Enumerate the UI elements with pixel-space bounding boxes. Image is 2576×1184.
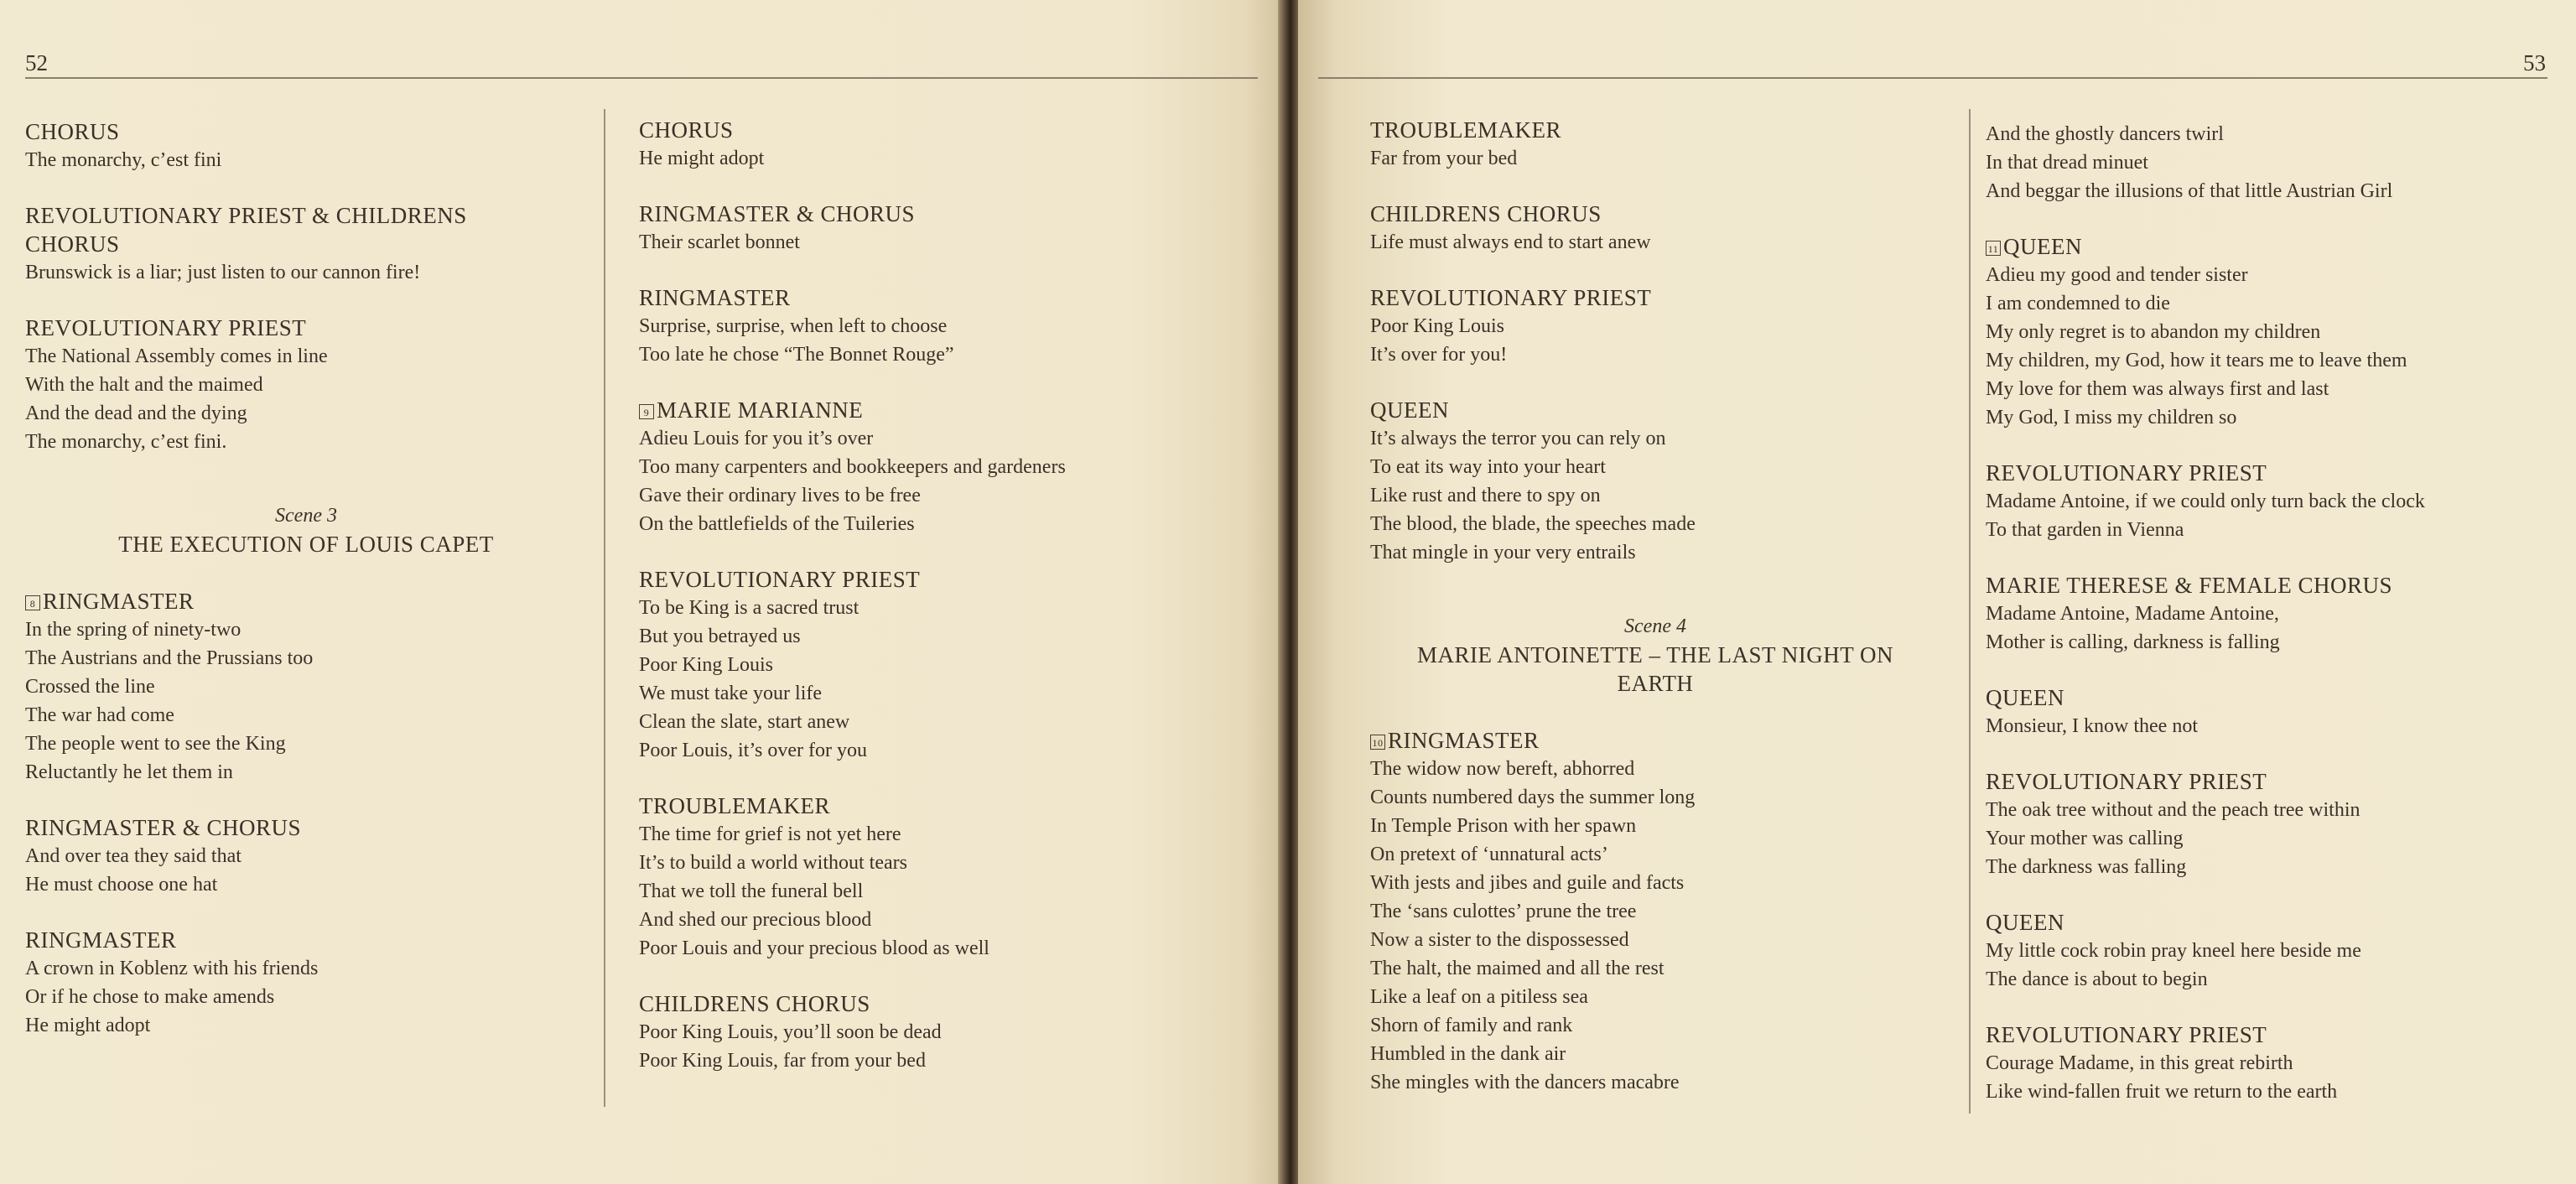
- speaker-name: REVOLUTIONARY PRIEST: [1986, 460, 2267, 486]
- lyric-block: [1986, 908, 2564, 994]
- speaker-heading: [1986, 1020, 2564, 1049]
- speaker-name: RINGMASTER & CHORUS: [639, 201, 916, 226]
- speaker-name: RINGMASTER: [639, 285, 791, 310]
- track-marker: 10: [1370, 735, 1385, 750]
- lyric-line: But you betrayed us: [639, 626, 801, 647]
- speaker-heading: [1986, 232, 2564, 261]
- speaker-name: TROUBLEMAKER: [1370, 117, 1561, 143]
- header-rule: [1318, 77, 2547, 79]
- lyric-block: [1986, 459, 2564, 544]
- scene-number: Scene 3: [275, 505, 337, 527]
- lyric-line: My only regret is to abandon my children: [1986, 321, 2321, 343]
- lyric-line: The monarchy, c’est fini.: [25, 431, 227, 453]
- lyric-line: He might adopt: [639, 148, 765, 169]
- lyric-line: I am condemned to die: [1986, 293, 2170, 314]
- speaker-name: REVOLUTIONARY PRIEST: [25, 315, 307, 340]
- lyric-line: To that garden in Vienna: [1986, 519, 2184, 541]
- speaker-name: MARIE MARIANNE: [657, 397, 864, 423]
- lyric-line: The National Assembly comes in line: [25, 345, 328, 367]
- speaker-heading: [25, 117, 587, 146]
- lyric-line: Adieu my good and tender sister: [1986, 264, 2248, 286]
- lyric-block: [1370, 116, 1940, 173]
- lyric-line: The blood, the blade, the speeches made: [1370, 513, 1696, 535]
- speaker-heading: [1986, 459, 2564, 487]
- speaker-heading: [639, 283, 1226, 312]
- speaker-heading: [25, 813, 587, 842]
- lyric-line: Or if he chose to make amends: [25, 986, 275, 1008]
- speaker-heading: [639, 116, 1226, 144]
- lyric-block: [1986, 120, 2564, 205]
- lyric-block: [1986, 1020, 2564, 1106]
- lyric-line: And the dead and the dying: [25, 402, 247, 424]
- lyric-block: [1986, 232, 2564, 432]
- speaker-heading: [1370, 200, 1940, 228]
- speaker-name: RINGMASTER: [1388, 728, 1540, 753]
- lyric-block: [1986, 767, 2564, 881]
- lyric-line: Your mother was calling: [1986, 828, 2184, 849]
- lyric-line: The people went to see the King: [25, 733, 286, 755]
- lyric-block: [1986, 571, 2564, 657]
- lyric-line: Reluctantly he let them in: [25, 761, 233, 783]
- speaker-heading: [25, 926, 587, 954]
- lyric-block: [25, 926, 587, 1040]
- lyric-line: Poor Louis, it’s over for you: [639, 740, 867, 761]
- lyric-line: The dance is about to begin: [1986, 968, 2208, 990]
- lyric-block: [639, 116, 1226, 173]
- speaker-heading: [1370, 116, 1940, 144]
- lyric-line: With the halt and the maimed: [25, 374, 263, 396]
- lyric-line: Madame Antoine, if we could only turn back the clock: [1986, 491, 2425, 512]
- page-number: 53: [2523, 50, 2546, 75]
- lyric-line: My God, I miss my children so: [1986, 407, 2237, 428]
- lyric-line: Now a sister to the dispossessed: [1370, 929, 1629, 951]
- lyric-line: The darkness was falling: [1986, 856, 2187, 878]
- lyric-line: The monarchy, c’est fini: [25, 149, 222, 171]
- track-marker: 9: [639, 404, 654, 419]
- lyric-block: [1370, 726, 1940, 1097]
- lyrics-column-2: [639, 116, 1226, 1102]
- track-marker: 11: [1986, 241, 2001, 256]
- speaker-heading: [25, 314, 587, 342]
- page-number: 52: [25, 50, 48, 75]
- lyric-line: On pretext of ‘unnatural acts’: [1370, 844, 1608, 865]
- lyrics-column-1: [25, 117, 587, 1067]
- speaker-name: RINGMASTER: [43, 589, 195, 614]
- speaker-name: TROUBLEMAKER: [639, 793, 830, 818]
- lyric-line: That we toll the funeral bell: [639, 880, 864, 902]
- speaker-heading: [639, 200, 1226, 228]
- lyric-block: [639, 396, 1226, 538]
- lyric-line: It’s over for you!: [1370, 344, 1508, 366]
- speaker-name: CHORUS: [25, 119, 120, 144]
- lyric-line: Poor King Louis, far from your bed: [639, 1050, 926, 1072]
- lyric-line: To be King is a sacred trust: [639, 597, 860, 619]
- lyric-block: [639, 200, 1226, 257]
- speaker-name: QUEEN: [1370, 397, 1449, 423]
- lyric-line: He must choose one hat: [25, 874, 218, 896]
- lyric-line: With jests and jibes and guile and facts: [1370, 872, 1685, 894]
- speaker-name: QUEEN: [1986, 910, 2064, 935]
- speaker-heading: [639, 792, 1226, 820]
- lyric-line: The Austrians and the Prussians too: [25, 647, 314, 669]
- lyric-line: Far from your bed: [1370, 148, 1518, 169]
- speaker-name: REVOLUTIONARY PRIEST: [639, 567, 921, 592]
- speaker-heading: [1370, 396, 1940, 424]
- speaker-name: RINGMASTER: [25, 927, 177, 953]
- lyric-line: Poor King Louis, you’ll soon be dead: [639, 1021, 942, 1043]
- lyric-line: Gave their ordinary lives to be free: [639, 485, 921, 506]
- lyric-block: [639, 792, 1226, 963]
- speaker-name: QUEEN: [1986, 685, 2064, 710]
- lyric-line: And beggar the illusions of that little Austrian Girl: [1986, 180, 2393, 202]
- lyric-block: [1370, 396, 1940, 567]
- lyric-line: It’s to build a world without tears: [639, 852, 907, 874]
- lyric-line: And the ghostly dancers twirl: [1986, 123, 2224, 145]
- lyric-line: It’s always the terror you can rely on: [1370, 428, 1666, 449]
- lyric-line: In that dread minuet: [1986, 152, 2148, 174]
- lyric-block: [639, 283, 1226, 369]
- column-divider: [1969, 109, 1971, 1114]
- left-page: [0, 0, 1285, 1184]
- lyric-block: [639, 989, 1226, 1075]
- lyric-line: Their scarlet bonnet: [639, 231, 800, 253]
- speaker-heading: [639, 396, 1226, 424]
- speaker-name: CHORUS: [639, 117, 734, 143]
- lyric-line: My children, my God, how it tears me to leave them: [1986, 350, 2407, 371]
- lyric-line: That mingle in your very entrails: [1370, 542, 1636, 563]
- speaker-heading: [1370, 283, 1940, 312]
- lyric-line: Life must always end to start anew: [1370, 231, 1651, 253]
- lyric-block: [25, 117, 587, 174]
- lyric-block: [1370, 200, 1940, 257]
- speaker-name: REVOLUTIONARY PRIEST: [1370, 285, 1652, 310]
- speaker-heading: [1986, 908, 2564, 937]
- speaker-heading: [1370, 726, 1940, 755]
- lyric-line: Counts numbered days the summer long: [1370, 787, 1696, 808]
- scene-title: THE EXECUTION OF LOUIS CAPET: [118, 532, 494, 557]
- lyric-line: On the battlefields of the Tuileries: [639, 513, 915, 535]
- lyric-line: The time for grief is not yet here: [639, 823, 901, 845]
- lyric-line: He might adopt: [25, 1015, 151, 1036]
- speaker-name: REVOLUTIONARY PRIEST: [1986, 1022, 2267, 1047]
- lyric-block: [1370, 283, 1940, 369]
- lyric-line: Poor King Louis: [639, 654, 774, 676]
- speaker-name: REVOLUTIONARY PRIEST & CHILDRENS: [25, 203, 467, 228]
- speaker-name: REVOLUTIONARY PRIEST: [1986, 769, 2267, 794]
- speaker-heading: [639, 989, 1226, 1018]
- lyric-block: [1986, 683, 2564, 740]
- speaker-heading: [639, 565, 1226, 594]
- lyric-line: She mingles with the dancers macabre: [1370, 1072, 1680, 1093]
- speaker-name: QUEEN: [2003, 234, 2082, 259]
- lyric-line: My love for them was always first and last: [1986, 378, 2329, 400]
- lyric-line: To eat its way into your heart: [1370, 456, 1606, 478]
- lyric-block: [25, 201, 587, 287]
- lyric-line: Adieu Louis for you it’s over: [639, 428, 874, 449]
- lyric-line: Madame Antoine, Madame Antoine,: [1986, 603, 2279, 625]
- speaker-heading: [25, 201, 587, 230]
- lyric-line: The oak tree without and the peach tree within: [1986, 799, 2360, 821]
- lyric-line: Too many carpenters and bookkeepers and gardeners: [639, 456, 1066, 478]
- lyric-line: And over tea they said that: [25, 845, 242, 867]
- speaker-heading: [1986, 767, 2564, 796]
- speaker-name: RINGMASTER & CHORUS: [25, 815, 302, 840]
- column-divider: [604, 109, 605, 1107]
- lyric-line: The halt, the maimed and all the rest: [1370, 958, 1665, 979]
- lyric-line: The war had come: [25, 704, 174, 726]
- speaker-name: MARIE THERESE & FEMALE CHORUS: [1986, 573, 2393, 598]
- lyric-line: The widow now bereft, abhorred: [1370, 758, 1635, 780]
- lyric-line: Monsieur, I know thee not: [1986, 715, 2198, 737]
- track-marker: 8: [25, 595, 40, 610]
- speaker-name: CHILDRENS CHORUS: [1370, 201, 1602, 226]
- lyric-line: We must take your life: [639, 683, 823, 704]
- lyric-block: [25, 587, 587, 787]
- lyric-block: [25, 314, 587, 456]
- lyrics-column-2: [1986, 120, 2564, 1133]
- scene-title: EARTH: [1617, 671, 1694, 696]
- speaker-heading: [25, 587, 587, 615]
- lyric-line: Shorn of family and rank: [1370, 1015, 1573, 1036]
- lyric-block: [639, 565, 1226, 765]
- lyric-line: The ‘sans culottes’ prune the tree: [1370, 901, 1637, 922]
- speaker-name: CHILDRENS CHORUS: [639, 991, 870, 1016]
- lyric-line: Courage Madame, in this great rebirth: [1986, 1052, 2293, 1074]
- lyric-line: And shed our precious blood: [639, 909, 872, 931]
- lyric-line: In Temple Prison with her spawn: [1370, 815, 1637, 837]
- lyric-line: A crown in Koblenz with his friends: [25, 958, 319, 979]
- lyric-line: Too late he chose “The Bonnet Rouge”: [639, 344, 954, 366]
- scene-heading: [25, 501, 587, 558]
- lyric-line: Like rust and there to spy on: [1370, 485, 1601, 506]
- lyric-line: Poor Louis and your precious blood as well: [639, 937, 989, 959]
- header-rule: [25, 77, 1258, 79]
- lyric-line: Surprise, surprise, when left to choose: [639, 315, 948, 337]
- speaker-heading: [1986, 683, 2564, 712]
- right-page: [1298, 0, 2576, 1184]
- lyric-block: [25, 813, 587, 899]
- lyric-line: Humbled in the dank air: [1370, 1043, 1566, 1065]
- lyric-line: My little cock robin pray kneel here beside me: [1986, 940, 2361, 962]
- lyric-line: Poor King Louis: [1370, 315, 1505, 337]
- speaker-heading: [1986, 571, 2564, 600]
- scene-heading: [1370, 612, 1940, 698]
- lyric-line: Like a leaf on a pitiless sea: [1370, 986, 1588, 1008]
- speaker-name: CHORUS: [25, 231, 120, 257]
- lyric-line: Clean the slate, start anew: [639, 711, 850, 733]
- lyric-line: Crossed the line: [25, 676, 155, 698]
- lyric-line: In the spring of ninety-two: [25, 619, 242, 641]
- lyric-line: Mother is calling, darkness is falling: [1986, 631, 2280, 653]
- lyric-line: Brunswick is a liar; just listen to our cannon fire!: [25, 262, 421, 283]
- lyric-line: Like wind-fallen fruit we return to the earth: [1986, 1081, 2338, 1103]
- scene-number: Scene 4: [1624, 615, 1686, 637]
- lyrics-column-1: [1370, 116, 1940, 1124]
- scene-title: MARIE ANTOINETTE – THE LAST NIGHT ON: [1417, 642, 1893, 667]
